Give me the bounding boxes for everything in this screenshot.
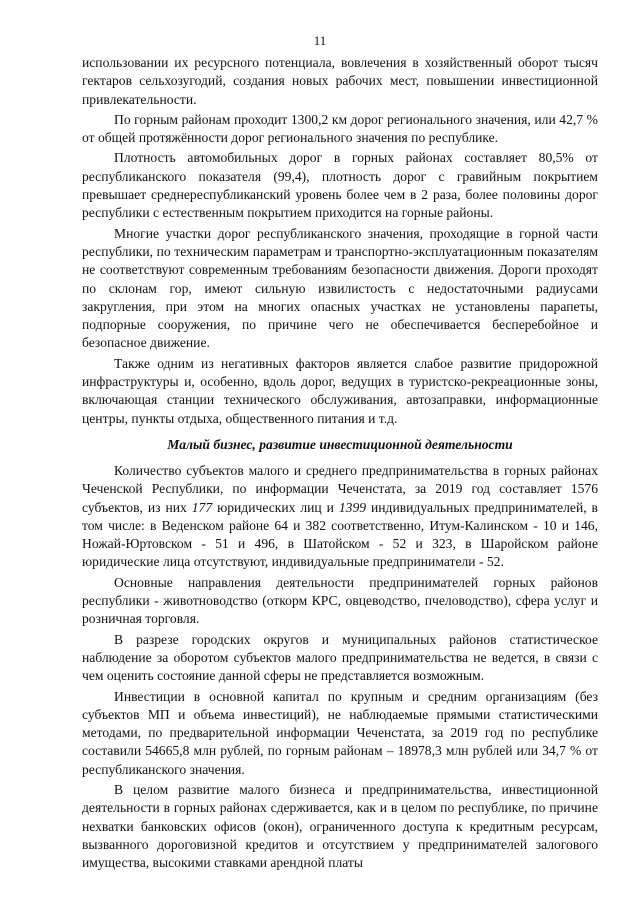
text-fragment: индивидуальных предпринимателей, в том числе: в Веденском районе 64 и 382 соответственно, Итум-Калинском - 10 и 146, Ножай-Юртовском - 51 и 496, в Шатойском - 52 и 323, в Шаройском районе юридические лица отсутствуют, индивидуальные предприниматели - 52.	[82, 499, 598, 570]
paragraph: Многие участки дорог республиканского значения, проходящие в горной части республики, по техническим параметрам и транспортно-эксплуатационным показателям не соответствуют современным требованиям безопасности движения. Дороги проходят по склонам гор, имеют сильную извилистость с недостаточными радиусами закругления, при этом на многих опасных участках не установлены парапеты, подпорные сооружения, по причине чего не обеспечивается бесперебойное и безопасное движение.	[82, 225, 598, 351]
paragraph: использовании их ресурсного потенциала, вовлечения в хозяйственный оборот тысяч гектаров сельхозугодий, создания новых рабочих мест, повышении инвестиционной привлекательности.	[82, 55, 598, 107]
paragraph: Также одним из негативных факторов является слабое развитие придорожной инфраструктуры и, особенно, вдоль дорог, ведущих в туристско-рекреационные зоны, включающая станции технического обслуживания, автозаправки, информационные центры, пункты отдыха, общественного питания и т.д.	[82, 355, 598, 426]
legal-entities-count: 177	[191, 499, 213, 515]
text-fragment: юридических лиц и	[212, 499, 339, 515]
paragraph: В целом развитие малого бизнеса и предпринимательства, инвестиционной деятельности в горных районах сдерживается, как и в целом по республике, по причине нехватки банковских офисов (окон), ограниченного доступа к кредитным ресурсам, вызванного дороговизной кредитов и отсутствием у предпринимателей залогового имущества, высокими ставками арендной платы	[82, 781, 598, 871]
paragraph: По горным районам проходит 1300,2 км дорог регионального значения, или 42,7 % от общей протяжённости дорог регионального значения по республике.	[82, 111, 598, 146]
paragraph: Основные направления деятельности предпринимателей горных районов республики - животноводство (откорм КРС, овцеводство, пчеловодство), сфера услуг и розничная торговля.	[82, 574, 598, 627]
document-body	[82, 54, 598, 874]
paragraph: В разрезе городских округов и муниципальных районов статистическое наблюдение за оборотом субъектов малого предпринимательства не ведется, в связи с чем оценить состояние данной сферы не представляется возможным.	[82, 631, 598, 684]
paragraph: Инвестиции в основной капитал по крупным и средним организациям (без субъектов МП и объема инвестиций), не наблюдаемые прямыми статистическими методами, по предварительной информации Чеченстата, за 2019 год по республике составили 54665,8 млн рублей, по горным районам – 18978,3 млн рублей или 34,7 % от республиканского значения.	[82, 688, 598, 777]
individual-entrepreneurs-count: 1399	[338, 499, 367, 515]
paragraph-enterprise-count	[82, 462, 598, 572]
section-heading: Малый бизнес, развитие инвестиционной деятельности	[167, 436, 513, 452]
page-number: 11	[313, 33, 327, 48]
paragraph: Плотность автомобильных дорог в горных районах составляет 80,5% от республиканского показателя (99,4), плотность дорог с гравийным покрытием превышает среднереспубликанский уровень более чем в 2 раза, более половины дорог республики с естественным покрытием приходится на горные районы.	[82, 150, 598, 221]
text-fragment: Количество субъектов малого и среднего предпринимательства в горных районах Чеченской Республики, по информации Чеченстата, за 2019 год составляет 1576 субъектов, из них	[82, 462, 598, 515]
